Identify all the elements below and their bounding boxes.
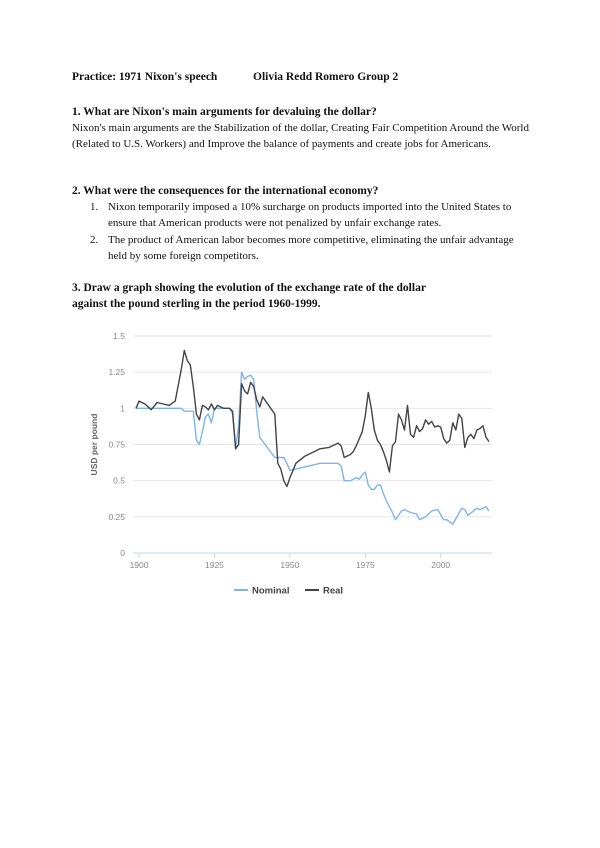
x-tick-label: 1950	[280, 560, 300, 570]
y-tick-label: 1	[120, 403, 125, 414]
y-tick-label: 0.25	[108, 511, 125, 522]
list-text: The product of American labor becomes more competitive, eliminating the unfair advantage held by some foreign competitors.	[108, 233, 514, 262]
series-line-nominal	[136, 372, 489, 524]
y-tick-label: 1.5	[113, 331, 125, 341]
y-tick-label: 1.25	[108, 367, 125, 378]
question-3-line-1: 3. Draw a graph showing the evolution of the exchange rate of the dollar	[72, 282, 426, 294]
chart-legend	[234, 586, 343, 597]
question-3-line-2: against the pound sterling in the period 1960-1999.	[72, 298, 321, 311]
list-text: Nixon temporarily imposed a 10% surcharge on products imported into the United States to ensure that American products were not penalized by unfair exchange rates.	[108, 201, 512, 230]
x-tick-label: 1925	[204, 560, 224, 570]
x-tick-label: 1975	[355, 560, 375, 570]
document-title: Practice: 1971 Nixon's speech	[72, 71, 218, 83]
chart-grid	[133, 336, 492, 553]
legend-label: Nominal	[252, 585, 290, 597]
legend-label: Real	[323, 585, 344, 597]
y-tick-label: 0.75	[108, 439, 125, 450]
author-line: Olivia Redd Romero Group 2	[253, 71, 399, 83]
list-number: 1.	[90, 201, 99, 213]
list-number: 2.	[90, 233, 99, 246]
x-tick-label: 2000	[431, 560, 451, 570]
y-tick-label: 0.5	[113, 475, 125, 486]
chart-series	[136, 351, 489, 525]
question-2: 2. What were the consequences for the international economy?	[72, 185, 379, 197]
answer-1: Nixon's main arguments are the Stabilization of the dollar, Creating Fair Competition Around the World (Related to U.S. Workers) and Improve the balance of payments and create jobs for Americans.	[72, 122, 529, 151]
y-axis-label: USD per pound	[89, 413, 99, 476]
x-tick-label: 1900	[129, 560, 149, 570]
legend-item-real[interactable]	[305, 586, 343, 597]
legend-item-nominal[interactable]	[234, 586, 289, 597]
question-1: 1. What are Nixon's main arguments for devaluing the dollar?	[72, 106, 377, 118]
y-tick-label: 0	[120, 548, 125, 558]
y-axis-ticks	[108, 331, 125, 558]
series-line-real	[136, 351, 489, 487]
x-axis-ticks	[130, 553, 492, 570]
